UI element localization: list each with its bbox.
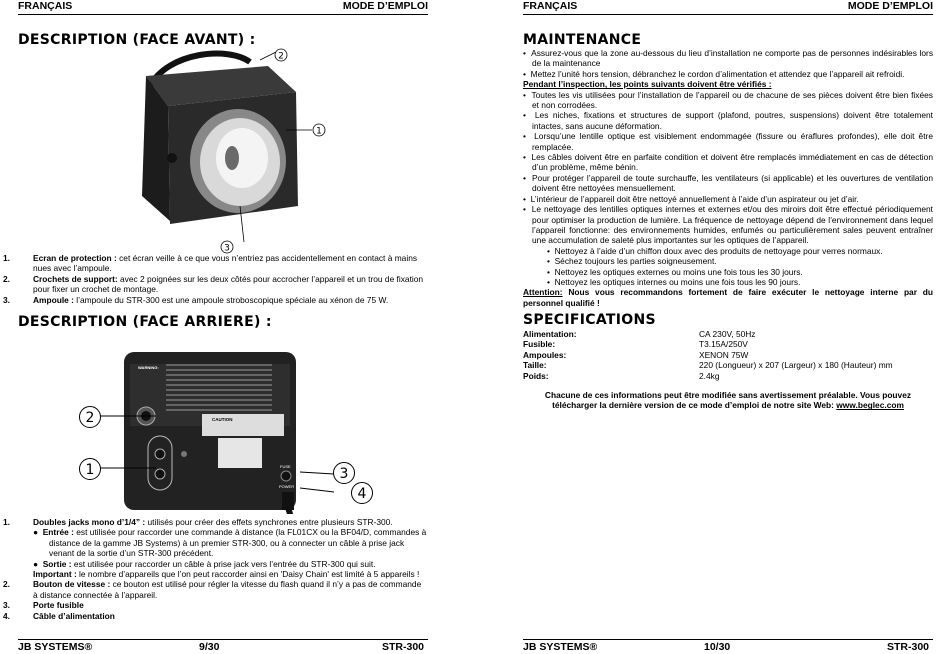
list-item: • L’intérieur de l’appareil doit être nettoyé annuellement à l’aide d’un aspirateur ou jet d’air. — [523, 193, 859, 204]
list-item: • Nettoyez à l’aide d’un chiffon doux avec des produits de nettoyage pour verres normaux. — [547, 245, 883, 256]
list-item: 1. Ecran de protection : cet écran veille à ce que vous n’entriez pas accidentellement en contact à mains nues avec l’ampoule. — [3, 253, 418, 274]
list-item: 4. Câble d’alimentation — [3, 610, 115, 621]
list-item: • Assurez-vous que la zone au-dessous du lieu d’installation ne comporte pas de personnes indésirables lors de la maintenance — [523, 48, 934, 69]
footer-model: STR-300 — [381, 641, 424, 653]
list-item: 3. Ampoule : l’ampoule du STR-300 est une ampoule stroboscopique spéciale au xénon de 75 W. — [3, 294, 389, 305]
attention-note: Attention: Nous vous recommandons fortement de faire exécuter le nettoyage interne par du personnel qualifié ! — [523, 287, 933, 308]
right-page — [523, 0, 933, 654]
inspection-title: Pendant l’inspection, les points suivants doivent être vérifiés : — [523, 79, 772, 90]
footer-model: STR-300 — [886, 641, 929, 653]
rear-callout-2 — [78, 405, 102, 429]
list-item: • Nettoyez les optiques externes ou moins une fois tous les 30 jours. — [547, 266, 803, 277]
footer-brand: JB SYSTEMS® — [18, 641, 93, 653]
header-language: FRANÇAIS — [523, 0, 578, 12]
list-item: • Mettez l’unité hors tension, débranchez le cordon d’alimentation et attendez que l’appareil ait refroidi. — [523, 68, 905, 79]
svg-text:1: 1 — [85, 462, 95, 478]
specs-notice: Chacune de ces informations peut être modifiée sans avertissement préalable. Vous pouvez télécharger la dernière version de ce mode d’emploi de notre site Web: www.beglec.com — [544, 390, 912, 411]
callout-2 — [274, 48, 288, 62]
specifications-table — [523, 329, 893, 381]
table-row: Poids: 2.4kg — [523, 370, 720, 381]
list-item: 2. Bouton de vitesse : ce bouton est utilisé pour régler la vitesse du flash quand il n’y a pas de commande à distance connectée à l’appareil. — [3, 579, 422, 600]
list-item: • Les câbles doivent être en parfaite condition et doivent être remplacés immédiatement en cas de détection d’un problème, même bénin. — [523, 152, 933, 173]
rear-callout-4 — [350, 481, 374, 505]
svg-text:4: 4 — [357, 486, 367, 502]
table-row: Taille: 220 (Longueur) x 207 (Largeur) x 180 (Hauteur) mm — [523, 360, 893, 371]
table-row: Ampoules: XENON 75W — [523, 349, 749, 360]
specifications-heading: SPECIFICATIONS — [523, 312, 656, 328]
header-language: FRANÇAIS — [18, 0, 73, 12]
list-item: 2. Crochets de support: avec 2 poignées sur les deux côtés pour accrocher l’appareil et un trou de fixation pour fixer un crochet de montage. — [3, 273, 424, 295]
callout-1 — [312, 123, 326, 137]
rear-items-list — [3, 517, 428, 621]
strobe-front-illustration — [128, 46, 348, 256]
important-note: Important : le nombre d’appareils que l’on peut raccorder ainsi en 'Daisy Chain' est limité à 5 appareils ! — [33, 569, 420, 580]
svg-text:WARNING:: WARNING: — [138, 365, 159, 370]
left-page — [3, 0, 428, 654]
footer-page-number: 10/30 — [704, 641, 731, 653]
list-item: • Lorsqu’une lentille optique est visiblement endommagée (fissure ou éraflures profondes), elle doit être remplacée. — [523, 131, 933, 152]
header-title: MODE D’EMPLOI — [847, 0, 933, 12]
website-link[interactable]: www.beglec.com — [836, 400, 904, 411]
maintenance-heading: MAINTENANCE — [523, 32, 642, 48]
list-item: 3. Porte fusible — [3, 600, 84, 611]
list-item: ● Sortie : est utilisée pour raccorder un câble à prise jack vers l’entrée du STR-300 qui suit. — [33, 558, 376, 569]
header-title: MODE D’EMPLOI — [342, 0, 428, 12]
list-item: • Nettoyez les optiques internes ou moins une fois tous les 90 jours. — [547, 276, 801, 287]
table-row: Fusible: T3.15A/250V — [523, 339, 748, 350]
page-header — [523, 0, 933, 15]
list-item: • Les niches, fixations et structures de support (plafond, poutres, suspensions) doivent être totalement intactes, sans aucune déformation. — [523, 110, 933, 131]
list-item: 1. Doubles jacks mono d’1/4” : utilisés pour créer des effets synchrones entre plusieurs STR-300. — [3, 517, 393, 527]
list-item: • Séchez toujours les parties soigneusement. — [547, 256, 717, 267]
footer-page-number: 9/30 — [199, 641, 220, 653]
rear-description-heading: DESCRIPTION (FACE ARRIERE) : — [18, 314, 272, 330]
jack-details — [18, 527, 428, 579]
page-header — [18, 0, 428, 15]
footer-brand: JB SYSTEMS® — [523, 641, 598, 653]
page-footer — [523, 639, 933, 654]
list-item: • Pour protéger l’appareil de toute surchauffe, les ventilateurs (si applicable) et les ouvertures de ventilation doivent être nettoyées mensuellement. — [523, 172, 933, 194]
svg-text:3: 3 — [224, 243, 230, 254]
svg-text:CAUTION: CAUTION — [212, 417, 233, 422]
list-item: • Toutes les vis utilisées pour l’installation de l’appareil ou de chacune de ses pièces doivent être bien fixées et non corrodées. — [523, 89, 933, 111]
list-item: ● Entrée : est utilisée pour raccorder une commande à distance (la FL01CX ou la BF04/D, commandes à distance de la gamme JB Systems) à un premier STR-300, ou à connecter un câble à prise jack venant de la sortie d’un STR-300 précédent. — [33, 527, 427, 559]
svg-text:2: 2 — [85, 410, 95, 426]
front-items-list — [3, 253, 428, 305]
svg-text:1: 1 — [316, 126, 322, 137]
front-description-heading: DESCRIPTION (FACE AVANT) : — [18, 32, 256, 48]
svg-text:FUSE: FUSE — [280, 464, 291, 469]
list-item: • Le nettoyage des lentilles optiques internes et externes et/ou des miroirs doit être effectué périodiquement pour optimiser la production de lumière. La fréquence de nettoyage dépend de l’environnement dans lequel l’appareil fonctionne: des environnements humides, enfumés ou particulièrement sales peuvent entraîner une accumulation de saleté plus importantes sur les optiques de l’appareil. — [523, 204, 933, 246]
table-row: Alimentation: CA 230V, 50Hz — [523, 329, 756, 339]
callout-3 — [220, 240, 234, 254]
svg-text:2: 2 — [278, 51, 284, 62]
rear-callout-1 — [78, 457, 102, 481]
svg-text:3: 3 — [339, 466, 349, 482]
page-footer — [18, 639, 428, 654]
maintenance-body — [523, 48, 933, 308]
svg-text:POWER: POWER — [279, 484, 295, 489]
